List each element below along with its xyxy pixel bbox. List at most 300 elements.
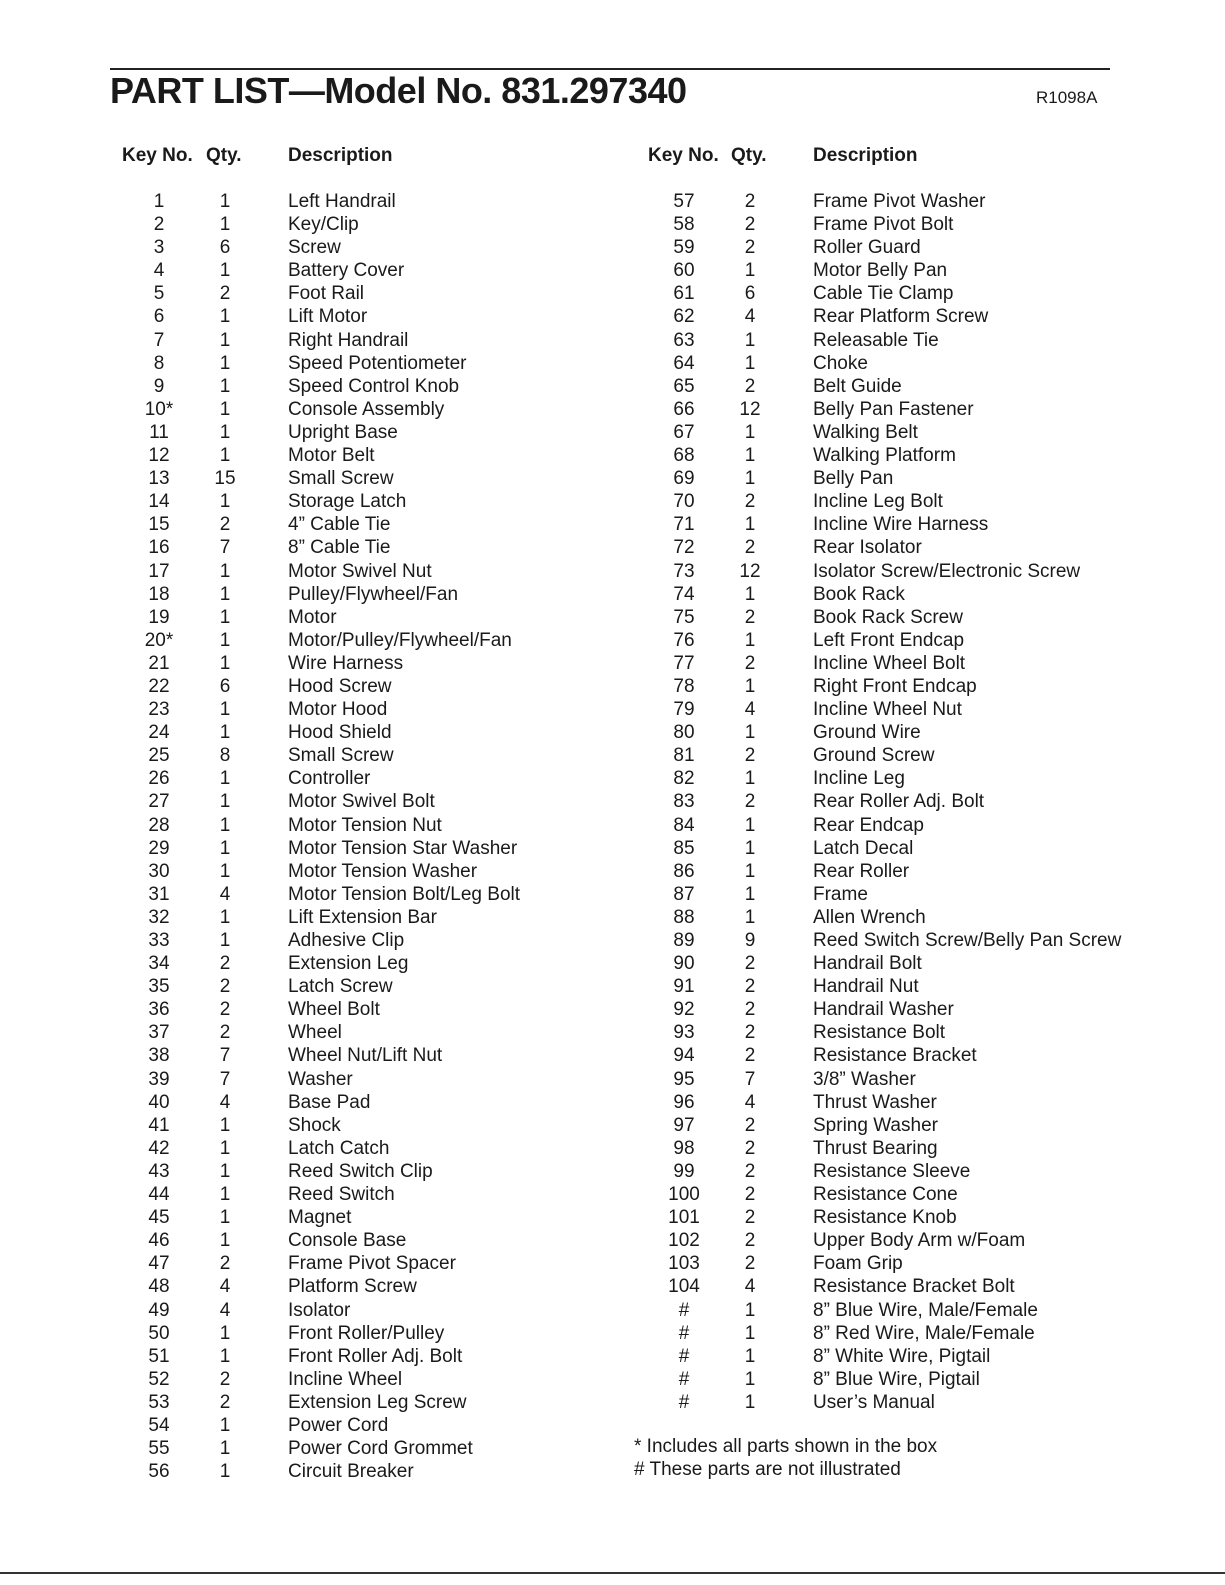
key-number: 93: [673, 1022, 695, 1044]
part-description: Ground Wire: [813, 722, 921, 744]
part-description: Book Rack Screw: [813, 606, 963, 628]
part-description: Power Cord Grommet: [288, 1438, 473, 1460]
part-description: 3/8” Washer: [813, 1068, 916, 1090]
quantity: 2: [744, 1253, 756, 1275]
part-description: Incline Leg: [813, 768, 905, 790]
part-description: Latch Catch: [288, 1137, 390, 1159]
quantity: 8: [219, 745, 231, 767]
quantity: 1: [219, 398, 231, 420]
quantity: 2: [744, 1207, 756, 1229]
quantity: 1: [744, 1345, 756, 1367]
key-number: 24: [148, 722, 170, 744]
part-description: Cable Tie Clamp: [813, 283, 954, 305]
key-number: #: [678, 1299, 690, 1321]
part-description: Incline Wire Harness: [813, 514, 989, 536]
part-description: Frame: [813, 883, 868, 905]
part-description: Wheel Bolt: [288, 999, 380, 1021]
quantity: 4: [744, 1091, 756, 1113]
quantity: 2: [744, 1022, 756, 1044]
part-description: Resistance Cone: [813, 1184, 958, 1206]
quantity: 2: [219, 999, 231, 1021]
part-description: Circuit Breaker: [288, 1461, 414, 1483]
key-number: 43: [148, 1160, 170, 1182]
key-number: 54: [148, 1414, 170, 1436]
key-number: 23: [148, 699, 170, 721]
key-number: 94: [673, 1045, 695, 1067]
quantity: 1: [219, 352, 231, 374]
quantity: 1: [744, 860, 756, 882]
part-description: Roller Guard: [813, 237, 921, 259]
part-description: Motor Belly Pan: [813, 260, 948, 282]
key-number: 39: [148, 1068, 170, 1090]
quantity: 1: [744, 1322, 756, 1344]
key-number: 99: [673, 1160, 695, 1182]
quantity: 1: [744, 906, 756, 928]
hash-note: # These parts are not illustrated: [634, 1459, 901, 1480]
quantity: 1: [744, 445, 756, 467]
part-description: Walking Belt: [813, 421, 918, 443]
quantity: 1: [219, 768, 231, 790]
right-header-key: Key No.: [648, 145, 719, 166]
key-number: 33: [148, 930, 170, 951]
quantity: 1: [219, 1461, 231, 1483]
quantity: 1: [219, 652, 231, 674]
key-number: 86: [673, 860, 695, 882]
quantity: 2: [744, 375, 756, 397]
quantity: 9: [744, 930, 756, 951]
key-number: 50: [148, 1322, 170, 1344]
key-number: 14: [148, 491, 170, 513]
part-description: Motor Tension Nut: [288, 814, 442, 836]
part-description: Frame Pivot Spacer: [288, 1253, 456, 1275]
part-description: Frame Pivot Bolt: [813, 214, 954, 236]
quantity: 1: [219, 1438, 231, 1460]
quantity: 1: [219, 1322, 231, 1344]
key-number: 55: [148, 1438, 170, 1460]
quantity: 2: [219, 953, 231, 975]
quantity: 4: [219, 883, 231, 905]
part-description: Rear Roller: [813, 860, 910, 882]
part-description: Choke: [813, 352, 868, 374]
part-description: Right Front Endcap: [813, 675, 977, 697]
quantity: 1: [219, 306, 231, 328]
part-description: Rear Roller Adj. Bolt: [813, 791, 985, 813]
part-description: Key/Clip: [288, 214, 359, 236]
key-number: 73: [673, 560, 695, 582]
key-number: 66: [673, 398, 695, 420]
quantity: 1: [744, 1368, 756, 1390]
key-number: 64: [673, 352, 695, 374]
part-description: Washer: [288, 1068, 353, 1090]
key-number: 5: [153, 283, 165, 305]
key-number: 44: [148, 1184, 170, 1206]
part-description: Lift Motor: [288, 306, 368, 328]
quantity: 12: [739, 398, 761, 420]
part-description: Wheel Nut/Lift Nut: [288, 1045, 443, 1067]
part-description: Reed Switch Screw/Belly Pan Screw: [813, 930, 1122, 951]
part-description: Foot Rail: [288, 283, 365, 305]
part-description: Handrail Nut: [813, 976, 919, 998]
part-description: 8” Blue Wire, Male/Female: [813, 1299, 1038, 1321]
quantity: 2: [219, 1253, 231, 1275]
right-header-qty: Qty.: [731, 145, 767, 166]
key-number: 60: [673, 260, 695, 282]
part-description: Resistance Knob: [813, 1207, 957, 1229]
part-description: Wire Harness: [288, 652, 404, 674]
quantity: 12: [739, 560, 761, 582]
key-number: 81: [673, 745, 695, 767]
key-number: 56: [148, 1461, 170, 1483]
part-description: Screw: [288, 237, 341, 259]
key-number: 83: [673, 791, 695, 813]
key-number: 67: [673, 421, 695, 443]
quantity: 1: [219, 214, 231, 236]
key-number: 72: [673, 537, 695, 559]
part-description: Spring Washer: [813, 1114, 938, 1136]
part-description: Shock: [288, 1114, 341, 1136]
key-number: 9: [153, 375, 165, 397]
part-description: Reed Switch: [288, 1184, 395, 1206]
part-description: Left Handrail: [288, 191, 396, 212]
quantity: 1: [219, 930, 231, 951]
key-number: 87: [673, 883, 695, 905]
quantity: 2: [219, 283, 231, 305]
key-number: 78: [673, 675, 695, 697]
key-number: 6: [153, 306, 165, 328]
part-description: Incline Wheel: [288, 1368, 403, 1390]
part-description: Base Pad: [288, 1091, 371, 1113]
key-number: 76: [673, 629, 695, 651]
key-number: 46: [148, 1230, 170, 1252]
quantity: 1: [744, 468, 756, 490]
quantity: 2: [744, 1230, 756, 1252]
quantity: 1: [219, 1160, 231, 1182]
quantity: 1: [744, 837, 756, 859]
key-number: 59: [673, 237, 695, 259]
part-description: 4” Cable Tie: [288, 514, 391, 536]
key-number: 74: [673, 583, 695, 605]
part-description: Isolator Screw/Electronic Screw: [813, 560, 1081, 582]
part-description: Motor/Pulley/Flywheel/Fan: [288, 629, 512, 651]
part-description: Speed Potentiometer: [288, 352, 467, 374]
key-number: 22: [148, 675, 170, 697]
key-number: 30: [148, 860, 170, 882]
part-description: Isolator: [288, 1299, 351, 1321]
quantity: 1: [744, 352, 756, 374]
key-number: 40: [148, 1091, 170, 1113]
part-description: Pulley/Flywheel/Fan: [288, 583, 459, 605]
quantity: 4: [219, 1091, 231, 1113]
key-number: 29: [148, 837, 170, 859]
quantity: 1: [744, 1299, 756, 1321]
key-number: 7: [153, 329, 165, 351]
page-title: PART LIST—Model No. 831.297340: [110, 70, 687, 111]
key-number: 3: [153, 237, 165, 259]
quantity: 1: [744, 722, 756, 744]
key-number: 97: [673, 1114, 695, 1136]
part-description: Latch Decal: [813, 837, 914, 859]
key-number: 52: [148, 1368, 170, 1390]
quantity: 1: [219, 1414, 231, 1436]
key-number: 47: [148, 1253, 170, 1275]
quantity: 1: [219, 329, 231, 351]
part-description: 8” White Wire, Pigtail: [813, 1345, 991, 1367]
key-number: 96: [673, 1091, 695, 1113]
quantity: 1: [744, 814, 756, 836]
part-description: Releasable Tie: [813, 329, 939, 351]
key-number: 90: [673, 953, 695, 975]
key-number: 36: [148, 999, 170, 1021]
quantity: 2: [744, 999, 756, 1021]
quantity: 2: [744, 1114, 756, 1136]
part-description: Front Roller Adj. Bolt: [288, 1345, 463, 1367]
part-description: Incline Wheel Nut: [813, 699, 962, 721]
quantity: 2: [219, 514, 231, 536]
quantity: 1: [219, 629, 231, 651]
key-number: 53: [148, 1391, 170, 1413]
key-number: 103: [668, 1253, 700, 1275]
document-code: R1098A: [1036, 88, 1098, 107]
quantity: 1: [219, 1114, 231, 1136]
bottom-rule: [0, 1572, 1225, 1574]
part-description: Motor Tension Washer: [288, 860, 478, 882]
part-description: Left Front Endcap: [813, 629, 965, 651]
key-number: 10*: [144, 398, 174, 420]
key-number: 19: [148, 606, 170, 628]
part-description: Battery Cover: [288, 260, 405, 282]
part-description: Small Screw: [288, 745, 394, 767]
part-description: Resistance Bolt: [813, 1022, 946, 1044]
key-number: 82: [673, 768, 695, 790]
part-description: Motor Swivel Bolt: [288, 791, 435, 813]
key-number: 89: [673, 930, 695, 951]
part-description: Extension Leg: [288, 953, 409, 975]
quantity: 1: [219, 722, 231, 744]
part-description: Magnet: [288, 1207, 352, 1229]
part-description: Incline Leg Bolt: [813, 491, 943, 513]
quantity: 1: [219, 583, 231, 605]
key-number: 1: [153, 191, 165, 212]
key-number: 4: [153, 260, 165, 282]
quantity: 1: [744, 675, 756, 697]
key-number: 80: [673, 722, 695, 744]
part-description: Hood Shield: [288, 722, 392, 744]
quantity: 1: [219, 791, 231, 813]
part-description: Resistance Sleeve: [813, 1160, 971, 1182]
quantity: 1: [219, 606, 231, 628]
quantity: 1: [744, 629, 756, 651]
quantity: 7: [744, 1068, 756, 1090]
quantity: 1: [744, 1391, 756, 1413]
key-number: 21: [148, 652, 170, 674]
key-number: 8: [153, 352, 165, 374]
part-description: Thrust Bearing: [813, 1137, 938, 1159]
part-description: Controller: [288, 768, 371, 790]
part-description: Right Handrail: [288, 329, 409, 351]
quantity: 2: [744, 214, 756, 236]
quantity: 6: [744, 283, 756, 305]
key-number: 48: [148, 1276, 170, 1298]
part-description: Belt Guide: [813, 375, 902, 397]
key-number: #: [678, 1322, 690, 1344]
quantity: 1: [219, 560, 231, 582]
quantity: 1: [744, 514, 756, 536]
quantity: 2: [744, 652, 756, 674]
part-description: Upright Base: [288, 421, 398, 443]
part-description: Motor Hood: [288, 699, 388, 721]
part-description: Hood Screw: [288, 675, 392, 697]
part-description: Speed Control Knob: [288, 375, 460, 397]
key-number: 13: [148, 468, 170, 490]
key-number: 37: [148, 1022, 170, 1044]
part-description: Handrail Bolt: [813, 953, 922, 975]
quantity: 15: [214, 468, 236, 490]
quantity: 1: [744, 260, 756, 282]
quantity: 6: [219, 237, 231, 259]
quantity: 2: [744, 1045, 756, 1067]
key-number: 38: [148, 1045, 170, 1067]
part-description: Rear Platform Screw: [813, 306, 989, 328]
part-description: Foam Grip: [813, 1253, 903, 1275]
key-number: 95: [673, 1068, 695, 1090]
quantity: 1: [219, 491, 231, 513]
part-description: Motor: [288, 606, 337, 628]
part-description: Incline Wheel Bolt: [813, 652, 966, 674]
quantity: 2: [744, 606, 756, 628]
key-number: 42: [148, 1137, 170, 1159]
left-header-description: Description: [288, 145, 393, 166]
part-description: Power Cord: [288, 1414, 389, 1436]
key-number: 51: [148, 1345, 170, 1367]
part-description: Console Base: [288, 1230, 407, 1252]
key-number: 65: [673, 375, 695, 397]
key-number: 58: [673, 214, 695, 236]
quantity: 2: [744, 976, 756, 998]
part-description: 8” Red Wire, Male/Female: [813, 1322, 1035, 1344]
key-number: 88: [673, 906, 695, 928]
key-number: 18: [148, 583, 170, 605]
quantity: 1: [219, 814, 231, 836]
quantity: 1: [219, 699, 231, 721]
key-number: 101: [668, 1207, 700, 1229]
key-number: 32: [148, 906, 170, 928]
part-description: Resistance Bracket Bolt: [813, 1276, 1015, 1298]
quantity: 2: [744, 745, 756, 767]
quantity: 7: [219, 1068, 231, 1090]
part-description: 8” Blue Wire, Pigtail: [813, 1368, 980, 1390]
quantity: 1: [744, 329, 756, 351]
key-number: 2: [153, 214, 165, 236]
part-description: Frame Pivot Washer: [813, 191, 986, 212]
quantity: 6: [219, 675, 231, 697]
quantity: 1: [744, 883, 756, 905]
part-description: Belly Pan: [813, 468, 894, 490]
part-description: Front Roller/Pulley: [288, 1322, 445, 1344]
part-description: Ground Screw: [813, 745, 935, 767]
part-description: Motor Belt: [288, 445, 375, 467]
quantity: 1: [219, 191, 231, 212]
key-number: 63: [673, 329, 695, 351]
key-number: 20*: [144, 629, 174, 651]
key-number: 79: [673, 699, 695, 721]
quantity: 1: [219, 860, 231, 882]
key-number: 70: [673, 491, 695, 513]
quantity: 2: [219, 976, 231, 998]
quantity: 4: [744, 1276, 756, 1298]
quantity: 1: [219, 260, 231, 282]
key-number: 77: [673, 652, 695, 674]
part-description: Storage Latch: [288, 491, 407, 513]
quantity: 1: [219, 1137, 231, 1159]
quantity: 1: [219, 375, 231, 397]
quantity: 4: [219, 1276, 231, 1298]
part-description: Wheel: [288, 1022, 342, 1044]
key-number: 31: [148, 883, 170, 905]
part-description: Reed Switch Clip: [288, 1160, 433, 1182]
part-description: Extension Leg Screw: [288, 1391, 467, 1413]
part-description: Resistance Bracket: [813, 1045, 977, 1067]
quantity: 2: [744, 1137, 756, 1159]
quantity: 1: [219, 1184, 231, 1206]
key-number: 57: [673, 191, 695, 212]
quantity: 1: [744, 421, 756, 443]
key-number: 91: [673, 976, 695, 998]
key-number: 85: [673, 837, 695, 859]
key-number: 15: [148, 514, 170, 536]
quantity: 2: [744, 953, 756, 975]
right-header-description: Description: [813, 145, 918, 166]
left-header-key: Key No.: [122, 145, 193, 166]
quantity: 2: [744, 491, 756, 513]
key-number: 12: [148, 445, 170, 467]
part-description: Thrust Washer: [813, 1091, 937, 1113]
key-number: 45: [148, 1207, 170, 1229]
quantity: 2: [744, 237, 756, 259]
part-description: Small Screw: [288, 468, 394, 490]
quantity: 1: [219, 1230, 231, 1252]
quantity: 2: [744, 1160, 756, 1182]
key-number: #: [678, 1368, 690, 1390]
part-description: Handrail Washer: [813, 999, 954, 1021]
part-description: Motor Swivel Nut: [288, 560, 432, 582]
quantity: 1: [744, 583, 756, 605]
quantity: 2: [219, 1022, 231, 1044]
key-number: 16: [148, 537, 170, 559]
key-number: 104: [668, 1276, 700, 1298]
asterisk-note: * Includes all parts shown in the box: [634, 1436, 938, 1457]
part-description: User’s Manual: [813, 1391, 935, 1413]
quantity: 1: [219, 1345, 231, 1367]
part-description: Motor Tension Bolt/Leg Bolt: [288, 883, 521, 905]
quantity: 4: [744, 306, 756, 328]
quantity: 1: [219, 445, 231, 467]
quantity: 2: [219, 1368, 231, 1390]
part-description: Upper Body Arm w/Foam: [813, 1230, 1026, 1252]
part-description: Rear Endcap: [813, 814, 924, 836]
quantity: 1: [219, 421, 231, 443]
quantity: 4: [744, 699, 756, 721]
quantity: 2: [744, 191, 756, 212]
key-number: #: [678, 1345, 690, 1367]
key-number: 26: [148, 768, 170, 790]
part-description: Walking Platform: [813, 445, 956, 467]
quantity: 2: [744, 791, 756, 813]
key-number: 41: [148, 1114, 170, 1136]
part-description: Adhesive Clip: [288, 930, 405, 951]
key-number: 35: [148, 976, 170, 998]
key-number: 71: [673, 514, 695, 536]
key-number: 28: [148, 814, 170, 836]
